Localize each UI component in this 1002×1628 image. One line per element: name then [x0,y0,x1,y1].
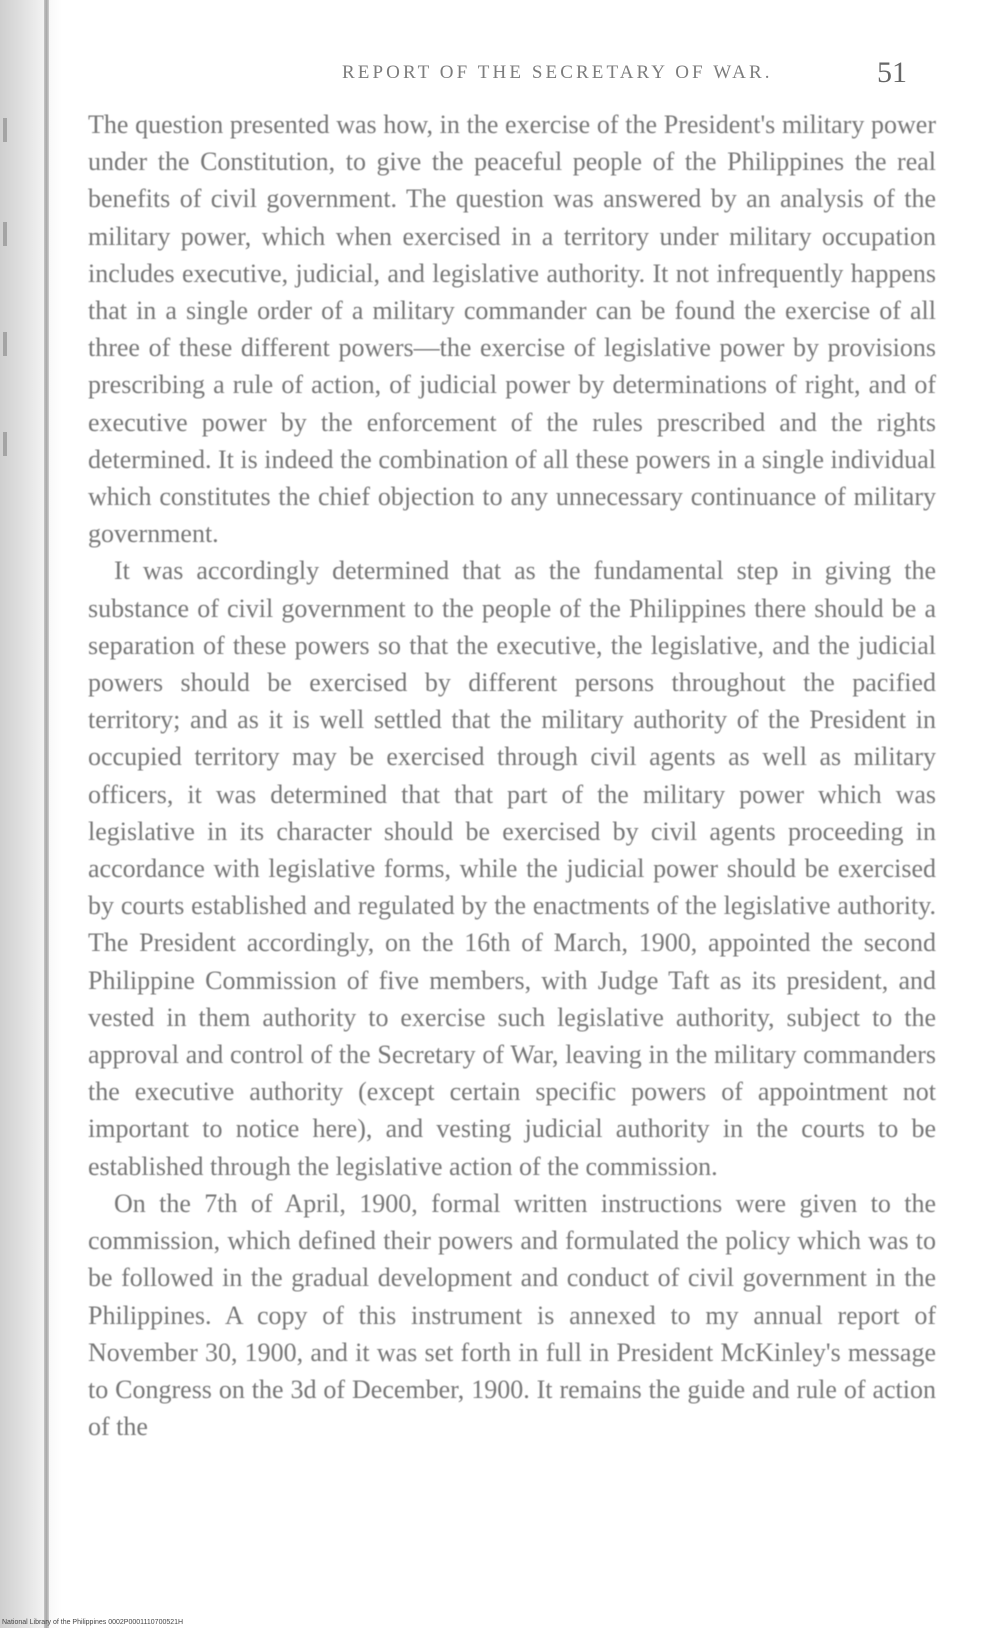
margin-mark [3,222,7,246]
page-binding-edge [44,0,49,1628]
scan-credit: National Library of the Philippines 0002P0001110700521H [2,1619,184,1626]
running-head: REPORT OF THE SECRETARY OF WAR. [342,62,773,83]
margin-mark [3,118,7,142]
page-number: 51 [877,56,907,89]
paragraph-1: The question presented was how, in the exercise of the President's military power under the Constitution, to give the peaceful people of the Philippines the real benefits of civil government. The question was answered by an analysis of the military power, which when exercised in a territory under military occupation includes executive, judicial, and legislative authority. It not infrequently happens that in a single order of a military commander can be found the exercise of all three of these different powers—the exercise of legislative power by provisions prescribing a rule of action, of judicial power by determinations of right, and of executive power by the enforcement of the rules prescribed and the rights determined. It is indeed the combination of all these powers in a single individual which constitutes the chief objection to any unnecessary continuance of military government. [88,110,936,549]
paragraph-3: On the 7th of April, 1900, formal written instructions were given to the commission, which defined their powers and formulated the policy which was to be followed in the gradual development and conduct of civil government in the Philippines. A copy of this instrument is annexed to my annual report of November 30, 1900, and it was set forth in full in President McKinley's message to Congress on the 3d of December, 1900. It remains the guide and rule of action of the [88,1188,936,1442]
paragraph-2: It was accordingly determined that as the fundamental step in giving the substance of civil government to the people of the Philippines there should be a separation of these powers so that the executive, the legislative, and the judicial powers should be exercised by different persons throughout the pacified territory; and as it is well settled that the military authority of the President in occupied territory may be exercised through civil agents as well as military officers, it was determined that that part of the military power which was legislative in its character should be exercised by civil agents proceeding in accordance with legislative forms, while the judicial power should be exercised by courts established and regulated by the enactments of the legislative authority. The President accordingly, on the 16th of March, 1900, appointed the second Philippine Commission of five members, with Judge Taft as its president, and vested in them authority to exercise such legislative authority, subject to the approval and control of the Secretary of War, leaving in the military commanders the executive authority (except certain specific powers of appointment not important to notice here), and vesting judicial authority in the courts to be established through the legislative action of the commission. [88,556,936,1181]
margin-mark [3,332,7,356]
margin-mark [3,432,7,456]
scan-left-margin [0,0,62,1628]
body-text [88,106,936,1445]
